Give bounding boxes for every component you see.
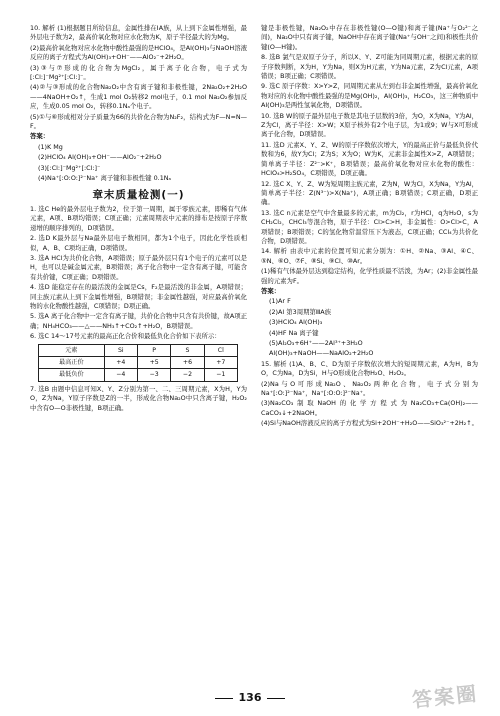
two-column-body [30, 24, 478, 674]
left-answer-block [30, 143, 247, 184]
left-solution-block [30, 24, 247, 131]
table-header-cell: Si [104, 344, 137, 356]
text-line: (3)③与⑦形成的化合物为MgCl₂，属于离子化合物，电子式为[:Cl:]⁻Mg²⁺[:Cl:]⁻。 [30, 63, 247, 82]
text-line: (4)Na⁺[:O:O:]²⁻Na⁺ 离子键和非极性键 0.1Nₐ [38, 174, 172, 183]
text-line: (5)①与⑥形成相对分子质量为66的共价化合物为N₂F₂，结构式为F—N=N—F。 [30, 112, 247, 131]
text-line: 5. 选A 离子化合物中一定含有离子键，共价化合物中只含有共价键，故A项正确；NH₄HCO₃——△——NH₃↑+CO₂↑+H₂O，B项错误。 [30, 312, 247, 330]
table-cell: −2 [171, 369, 204, 381]
table-cell: −1 [204, 369, 237, 381]
text-line: 10. 解析 (1)根据题目所给信息，金属性排在ⅠA族，从上到下金属性增强，最外层电子数为2，最高价氧化物对应水化物为K，原子半径最大的为Mg。 [30, 24, 247, 42]
text-line: (4)②与③形成的化合物Na₂O₂中含有离子键和非极性键，2Na₂O₂+2H₂O——4NaOH+O₂↑，生成1 mol O₂转移2 mol电子，0.1 mol Na₂O₂参加反应，生成0.05 mol O₂，转移0.1Nₐ个电子。 [30, 83, 247, 111]
table-cell: −3 [137, 369, 170, 381]
text-line: 13. 选C n元素是空气中含量最多的元素，m为Cl₂，r为HCl，q为H₂O，s为CH₂Cl₂，CHCl₃等混合物，原子半径：Cl>C>H，非金属性：O>Cl>C，A项错误；B项错误；C的氢化物常温常压下为液态，C项正确；CCl₄为共价化合物，D项错误。 [261, 208, 478, 245]
table-header-row [39, 344, 238, 356]
text-line: 14. 解析 由表中元素的位置可知元素分别为：①H、②Na、③Al、④C、⑤N、⑥O、⑦F、⑧Si、⑨Cl、⑩Ar。 [261, 247, 478, 265]
right-answer-block [261, 297, 478, 358]
right-column [261, 24, 478, 674]
footer-dash-left [215, 698, 233, 699]
text-line: (4)HF Na 离子键 [269, 328, 319, 337]
text-line: 7. 选B 由题中信息可知X、Y、Z分别为第一、二、三周期元素，X为H，Y为O，Z为Na，Y原子序数是Z的一半，形成化合物Na₂O中只含离子键，H₂O₂中含有O—O非极性键，B项正确。 [30, 384, 247, 412]
text-line: (2)Na与O可形成Na₂O、Na₂O₂两种化合物，电子式分别为Na⁺[:O:]²⁻Na⁺，Na⁺[:O:O:]²⁻Na⁺。 [261, 379, 478, 398]
text-line: 2. 选D K最外层与Na最外层电子数相同，都为1个电子，因此化学性质相似，A、B、C项均正确，D项错误。 [30, 234, 247, 252]
answer-label: 答案： [30, 132, 50, 141]
table-row [39, 357, 238, 369]
table-cell: +6 [171, 357, 204, 369]
text-line: (5)Al₂O₃+6H⁺——2Al³⁺+3H₂O [269, 339, 363, 347]
valence-table [38, 344, 238, 382]
table-body [39, 357, 238, 382]
table-cell: −4 [104, 369, 137, 381]
table-cell: +5 [137, 357, 170, 369]
text-line: 1. 选C He的最外层电子数为2，位于第一周期，属于零族元素，即稀有气体元素，A项、B项均错误；C项正确；元素周期表中元素的排布是按原子序数递增的顺序排列的，D项错误。 [30, 204, 247, 232]
table-cell: +7 [204, 357, 237, 369]
table-cell: +4 [104, 357, 137, 369]
watermark-logo-icon: 答案圈 [411, 681, 480, 713]
table-header-cell: S [171, 344, 204, 356]
text-line: 11. 选D 元素X、Y、Z、W的原子序数依次增大，Y的最高正价与最低负价代数和为6，故Y为Cl；Z为S；X为O；W为K，元素非金属性X>Z，A项错误；简单离子半径：Z²⁻>K⁺，B项错误；最高价氧化物对应水化物的酸性：HClO₄>H₂SO₄，C项错误，D项正确。 [261, 140, 478, 178]
footer-dash-right [267, 698, 285, 699]
table-cell: 最高正价 [39, 357, 105, 369]
text-line: (1)Ar F [269, 297, 291, 306]
text-line: Al(OH)₃+NaOH——NaAlO₂+2H₂O [269, 349, 374, 358]
text-line: (3)[:Cl:]⁻Mg²⁺[:Cl:]⁻ [38, 163, 101, 172]
text-line: (2)Al 第3周期第ⅢA族 [269, 307, 332, 316]
table-header-cell: 元素 [39, 344, 105, 356]
table-row [39, 369, 238, 381]
text-line: 12. 选C X、Y、Z、W为短周期主族元素，Z为N，W为Cl，X为Na，Y为Al，简单离子半径：Z(N³⁻)>X(Na⁺)，A项正确；B项错误；C项正确，D项正确。 [261, 179, 478, 207]
text-line: 10. 选B W的原子最外层电子数是其电子层数的3倍，为O，X为Na，Y为Al，Z为Cl，离子半径：X>W；X原子核外有2个电子层，为1或9；W与X可形成离子化合物，D项错误。 [261, 111, 478, 139]
text-line: (4)Si与NaOH溶液反应的离子方程式为Si+2OH⁻+H₂O——SiO₃²⁻+2H₂↑。 [261, 419, 478, 428]
answer-label: 答案： [261, 286, 281, 295]
text-line: (1)稀有气体最外层达到稳定结构，化学性质最不活泼，为Ar；(2)非金属性最强的元素为F。 [261, 267, 478, 285]
text-line: (1)K Mg [38, 142, 63, 151]
page-number: 136 [238, 691, 262, 704]
text-line: 9. 选C 原子序数：X>Y>Z，同周期元素从左到右非金属性增强，最高价氧化物对应的水化物中酸性最强的是Mg(OH)₂，Al(OH)₃，H₂CO₃，这三种物质中Al(OH)₃是两性氢氧化物，D项错误。 [261, 82, 478, 110]
table-header-cell: P [137, 344, 170, 356]
text-line: (2)HClO₄ Al(OH)₃+OH⁻——AlO₂⁻+2H₂O [38, 153, 162, 162]
text-line: 15. 解析 (1)A、B、C、D为原子序数依次增大的短周期元素，A为H，B为O，C为Na，D为Si，H与O形成化合物H₂O、H₂O₂。 [261, 359, 478, 378]
text-line: (3)Na₂CO₃制取NaOH的化学方程式为Na₂CO₃+Ca(OH)₂——CaCO₃↓+2NaOH。 [261, 399, 478, 417]
left-column [30, 24, 247, 674]
text-line: 4. 选D 能稳定存在的最活泼的金属是Cs，F₂是最活泼的非金属，A项错误；同主族元素从上到下金属性增强，B项错误；非金属性越强，对应最高价氧化物的水化物酸性越强，C项错误；D项正确。 [30, 283, 247, 310]
chapter-test-solutions [30, 205, 247, 342]
text-line: 3. 选A HCl为共价化合物，A项错误；原子最外层只有1个电子的元素可以是H，也可以是碱金属元素，B项错误；离子化合物中一定含有离子键，可能含有共价键，C项正确；D项错误。 [30, 253, 247, 281]
text-line: 键是非极性键，Na₂O₂中存在非极性键(O—O键)和离子键(Na⁺与O₂²⁻之间)，Na₂O中只有离子键，NaOH中存在离子键(Na⁺与OH⁻之间)和极性共价键(O—H键)。 [261, 24, 478, 51]
section-title: 章末质量检测(一) [92, 188, 185, 201]
table-header-cell: Cl [204, 344, 237, 356]
chapter-test-solutions-cont [30, 385, 247, 413]
text-line: (3)HClO₄ Al(OH)₃ [269, 318, 323, 327]
right-solution-block-2 [261, 360, 478, 429]
table-cell: 最低负价 [39, 369, 105, 381]
text-line: 6. 选C 14～17号元素的最高正化合价和最低负化合价如下表所示： [30, 332, 221, 341]
right-solution-block [261, 24, 478, 286]
text-line: 8. 选B 氯气是双原子分子，所以X、Y、Z可能为同周期元素，根据元素的原子序数判断，X为H，Y为Na，则X为H元素，Y为Na元素，Z为Cl元素，A项错误；B项正确；C项错误。 [261, 53, 478, 81]
text-line: (2)最高价氧化物对应水化物中酸性最强的是HClO₄，是Al(OH)₃与NaOH溶液反应的离子方程式为Al(OH)₃+OH⁻——AlO₂⁻+2H₂O。 [30, 43, 247, 62]
